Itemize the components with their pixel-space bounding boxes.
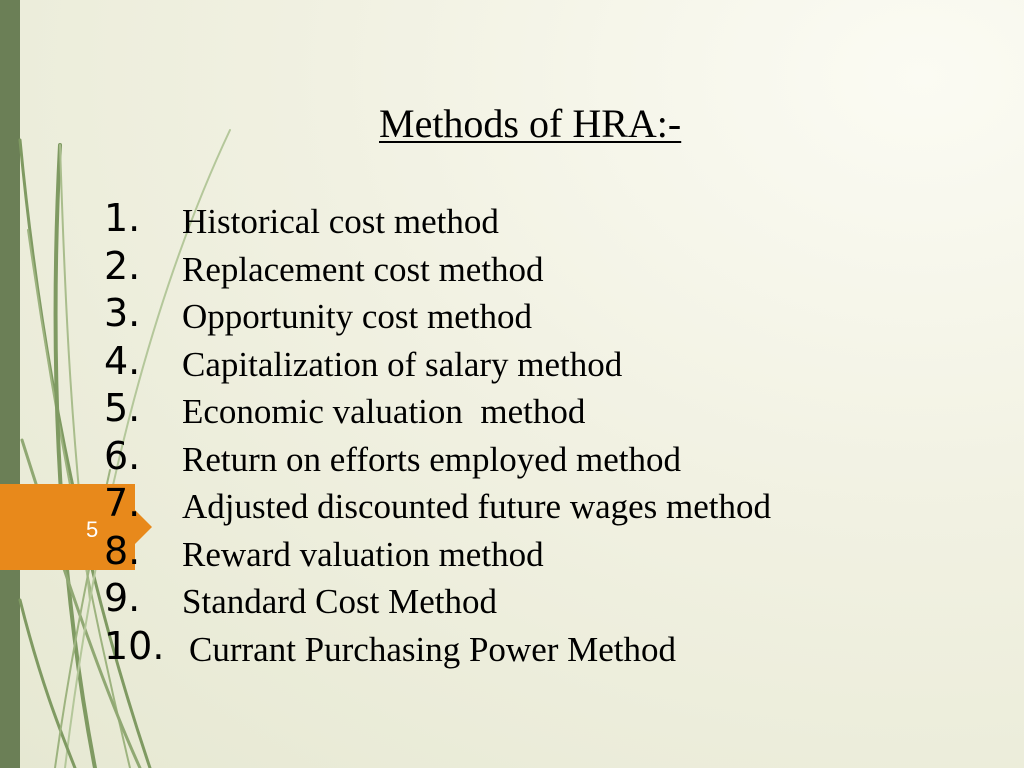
list-item-number: 4.: [104, 338, 141, 383]
list-item-number: 8.: [104, 528, 141, 573]
list-item-number: 2.: [104, 243, 141, 288]
list-item-text: Standard Cost Method: [182, 582, 497, 621]
list-item-text: Opportunity cost method: [182, 297, 532, 336]
slide-title: Methods of HRA:-: [379, 101, 682, 146]
list-item-number: 6.: [104, 433, 141, 478]
list-item-text: Replacement cost method: [182, 249, 544, 289]
list-item-number: 10.: [104, 623, 165, 668]
list-item-number: 9.: [104, 576, 141, 620]
list-item-number: 7.: [104, 481, 141, 525]
list-item-text: Capitalization of salary method: [182, 344, 623, 384]
list-item-number: 5.: [104, 386, 141, 430]
list-item-text: Adjusted discounted future wages method: [182, 487, 772, 526]
list-item-text: Historical cost method: [182, 202, 499, 241]
list-item-text: Reward valuation method: [182, 534, 544, 574]
slide-number: 5: [86, 517, 99, 542]
list-item-text: Economic valuation method: [182, 392, 586, 431]
list-item-text: Return on efforts employed method: [182, 439, 681, 479]
list-item-number: 1.: [104, 196, 141, 240]
list-item-text: Currant Purchasing Power Method: [189, 629, 677, 669]
list-item-number: 3.: [104, 291, 141, 335]
